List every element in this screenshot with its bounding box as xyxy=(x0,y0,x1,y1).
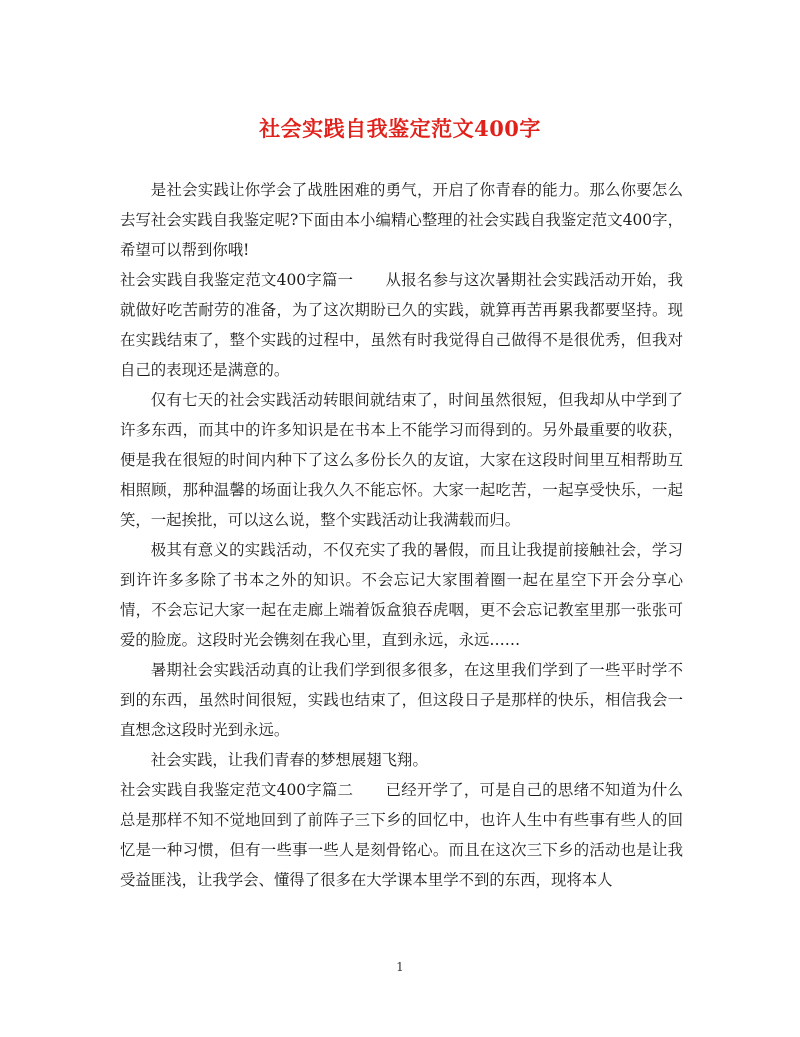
section-one-text: 从报名参与这次暑期社会实践活动开始，我就做好吃苦耐劳的准备，为了这次期盼已久的实践，就算再苦再累我都要坚持。现在实践结束了，整个实践的过程中，虽然有时我觉得自己做得不是很优秀，但我对自己的表现还是满意的。 xyxy=(120,271,683,379)
section-two-text: 已经开学了，可是自己的思绪不知道为什么总是那样不知不觉地回到了前阵子三下乡的回忆中，也许人生中有些事有些人的回忆是一种习惯，但有一些事一些人是刻骨铭心。而且在这次三下乡的活动也是让我受益匪浅，让我学会、懂得了很多在大学课本里学不到的东西，现将本人 xyxy=(120,781,683,889)
document-body xyxy=(120,175,683,895)
section-heading-two: 社会实践自我鉴定范文400字篇二 xyxy=(120,781,354,799)
paragraph: 暑期社会实践活动真的让我们学到很多很多，在这里我们学到了一些平时学不到的东西，虽然时间很短，实践也结束了，但这段日子是那样的快乐，相信我会一直想念这段时光到永远。 xyxy=(120,661,683,739)
section-heading-one: 社会实践自我鉴定范文400字篇一 xyxy=(120,271,354,289)
page-title: 社会实践自我鉴定范文400字 xyxy=(259,116,541,141)
paragraph: 社会实践，让我们青春的梦想展翅飞翔。 xyxy=(150,751,428,769)
paragraph-section-one xyxy=(120,265,683,385)
paragraph-intro: 是社会实践让你学会了战胜困难的勇气，开启了你青春的能力。那么你要怎么去写社会实践自我鉴定呢?下面由本小编精心整理的社会实践自我鉴定范文400字，希望可以帮到你哦! xyxy=(120,181,683,259)
paragraph-section-two xyxy=(120,775,683,895)
page-number: 1 xyxy=(396,960,404,974)
paragraph: 极其有意义的实践活动，不仅充实了我的暑假，而且让我提前接触社会，学习到许许多多除了书本之外的知识。不会忘记大家围着圈一起在星空下开会分享心情，不会忘记大家一起在走廊上端着饭盒狼吞虎咽，更不会忘记教室里那一张张可爱的脸庞。这段时光会镌刻在我心里，直到永远，永远…… xyxy=(120,541,683,649)
paragraph: 仅有七天的社会实践活动转眼间就结束了，时间虽然很短，但我却从中学到了许多东西，而其中的许多知识是在书本上不能学习而得到的。另外最重要的收获，便是我在很短的时间内种下了这么多份长久的友谊，大家在这段时间里互相帮助互相照顾，那种温馨的场面让我久久不能忘怀。大家一起吃苦，一起享受快乐，一起笑，一起挨批，可以这么说，整个实践活动让我满载而归。 xyxy=(120,391,683,529)
